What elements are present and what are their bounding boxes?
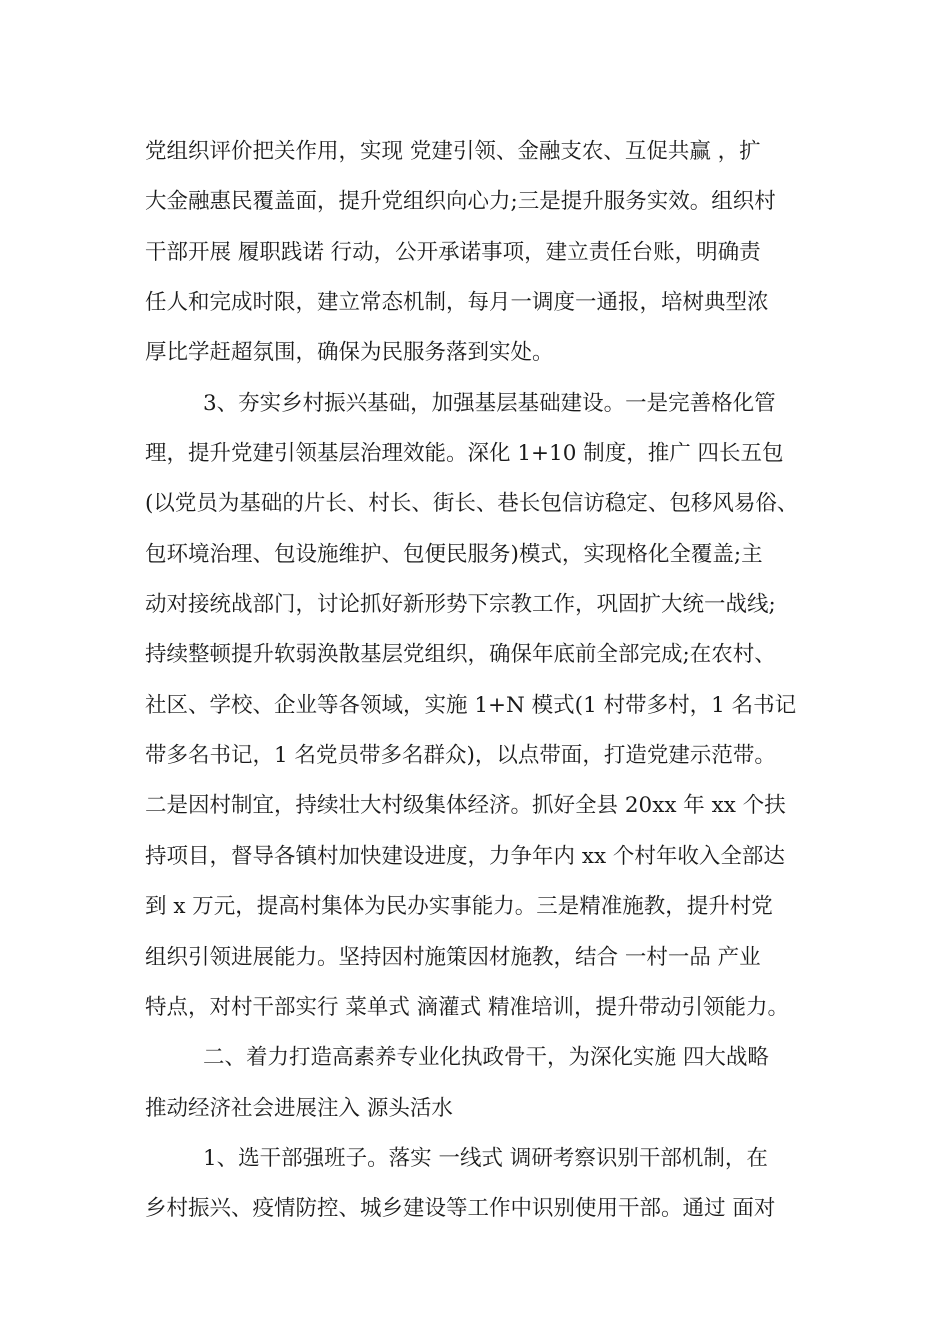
paragraph-start-line: 3、夯实乡村振兴基础，加强基层基础建设。一是完善格化管 — [203, 390, 776, 416]
text-line: 乡村振兴、疫情防控、城乡建设等工作中识别使用干部。通过 面对 — [145, 1196, 776, 1222]
text-line: 理，提升党建引领基层治理效能。深化 1+10 制度，推广 四长五包 — [145, 441, 784, 467]
text-line: 动对接统战部门，讨论抓好新形势下宗教工作，巩固扩大统一战线; — [145, 592, 776, 618]
text-line: 持项目，督导各镇村加快建设进度，力争年内 xx 个村年收入全部达 — [145, 843, 785, 869]
text-line: 厚比学赶超氛围，确保为民服务落到实处。 — [145, 340, 554, 366]
text-line: 组织引领进展能力。坚持因村施策因材施教，结合 一村一品 产业 — [145, 944, 761, 970]
text-line: 包环境治理、包设施维护、包便民服务)模式，实现格化全覆盖;主 — [145, 541, 763, 567]
text-line: 任人和完成时限，建立常态机制，每月一调度一通报，培树典型浓 — [145, 290, 769, 316]
text-line: 带多名书记，1 名党员带多名群众)，以点带面，打造党建示范带。 — [145, 743, 776, 769]
text-line: 大金融惠民覆盖面，提升党组织向心力;三是提升服务实效。组织村 — [145, 189, 776, 215]
text-line: (以党员为基础的片长、村长、街长、巷长包信访稳定、包移风易俗、 — [145, 491, 799, 517]
section-heading-line: 推动经济社会进展注入 源头活水 — [145, 1095, 453, 1121]
text-line: 社区、学校、企业等各领域，实施 1+N 模式(1 村带多村，1 名书记 — [145, 692, 797, 718]
text-line: 持续整顿提升软弱涣散基层党组织，确保年底前全部完成;在农村、 — [145, 642, 776, 668]
text-line: 党组织评价把关作用，实现 党建引领、金融支农、互促共赢 ，扩 — [145, 139, 761, 164]
text-line: 干部开展 履职践诺 行动，公开承诺事项，建立责任台账，明确责 — [145, 239, 761, 265]
section-heading-line: 二、着力打造高素养专业化执政骨干，为深化实施 四大战略 — [203, 1045, 769, 1071]
text-line: 特点，对村干部实行 菜单式 滴灌式 精准培训，提升带动引领能力。 — [145, 994, 790, 1020]
paragraph-start-line: 1、选干部强班子。落实 一线式 调研考察识别干部机制，在 — [203, 1145, 768, 1171]
body-text — [145, 127, 835, 1235]
text-line: 二是因村制宜，持续壮大村级集体经济。抓好全县 20xx 年 xx 个扶 — [145, 793, 786, 819]
text-line: 到 x 万元，提高村集体为民办实事能力。三是精准施教，提升村党 — [145, 894, 773, 920]
